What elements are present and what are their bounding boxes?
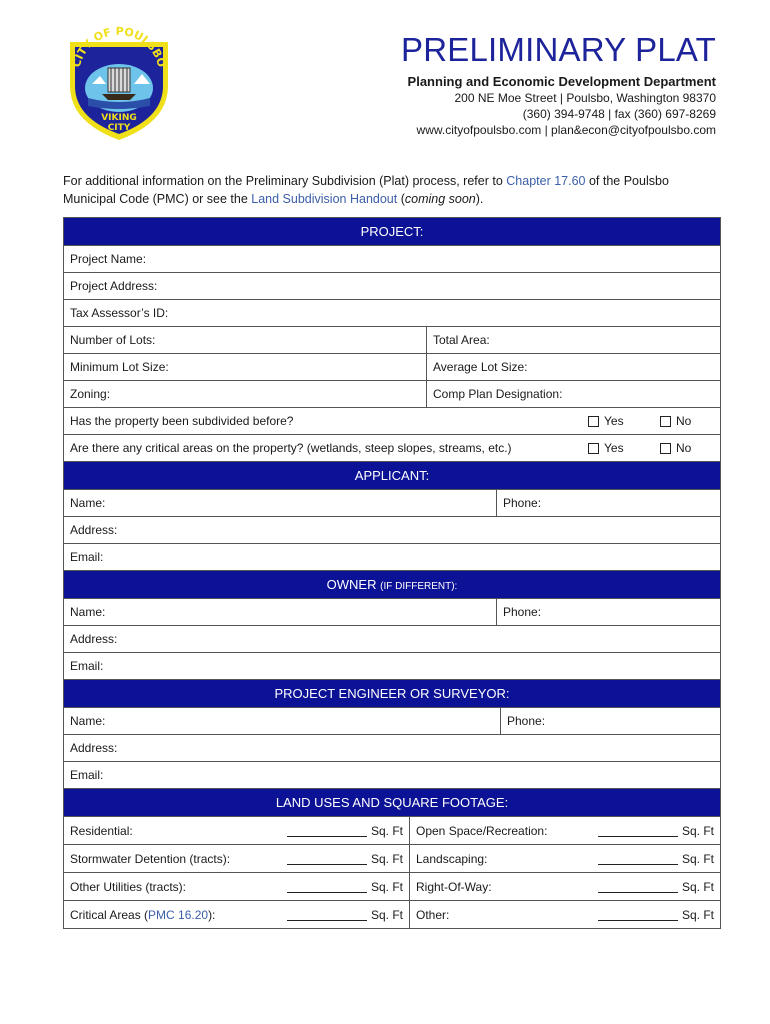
zoning-field[interactable]: Zoning: <box>70 387 111 401</box>
department-address: 200 NE Moe Street | Poulsbo, Washington 98370 <box>454 91 716 105</box>
owner-name-field[interactable]: Name: <box>70 605 106 619</box>
critical-areas-question: Are there any critical areas on the property? (wetlands, steep slopes, streams, etc.) <box>70 441 512 455</box>
pmc-16-20-link[interactable]: PMC 16.20 <box>148 907 209 922</box>
section-header-owner: OWNER (IF DIFFERENT): <box>64 570 720 598</box>
engineer-phone-field[interactable]: Phone: <box>500 708 720 734</box>
svg-text:CITY OF POULSBO: CITY OF POULSBO <box>69 26 169 69</box>
open-space-sqft-field[interactable] <box>598 825 678 837</box>
subdivided-before-question: Has the property been subdivided before? <box>70 414 294 428</box>
engineer-address-field[interactable]: Address: <box>70 741 118 755</box>
section-header-land-uses: LAND USES AND SQUARE FOOTAGE: <box>64 788 720 816</box>
tax-assessor-id-field[interactable]: Tax Assessor’s ID: <box>70 306 169 320</box>
svg-text:VIKING: VIKING <box>101 113 137 123</box>
other-sqft-field[interactable] <box>598 909 678 921</box>
checkbox-icon[interactable] <box>660 443 671 454</box>
other-utilities-sqft-field[interactable] <box>287 881 367 893</box>
number-of-lots-field[interactable]: Number of Lots: <box>70 333 156 347</box>
department-name: Planning and Economic Development Department <box>407 74 716 89</box>
intro-paragraph: For additional information on the Preliminary Subdivision (Plat) process, refer to Chapter 17.60 of the Poulsbo Municipal Code (PMC) or see the Land Subdivision Handout (coming soon). <box>63 174 669 206</box>
checkbox-icon[interactable] <box>660 416 671 427</box>
total-area-field[interactable]: Total Area: <box>426 327 720 353</box>
right-of-way-sqft-field[interactable] <box>598 881 678 893</box>
landscaping-label: Landscaping: <box>416 851 488 866</box>
chapter-17-60-link[interactable]: Chapter 17.60 <box>506 174 586 188</box>
department-web: www.cityofpoulsbo.com | plan&econ@cityofpoulsbo.com <box>416 123 716 137</box>
applicant-phone-field[interactable]: Phone: <box>496 490 720 516</box>
section-header-applicant: APPLICANT: <box>64 461 720 489</box>
stormwater-label: Stormwater Detention (tracts): <box>70 851 231 866</box>
residential-sqft-field[interactable] <box>287 825 367 837</box>
svg-text:CITY: CITY <box>107 123 131 133</box>
land-subdivision-handout-link[interactable]: Land Subdivision Handout <box>251 192 398 206</box>
checkbox-icon[interactable] <box>588 443 599 454</box>
critical-areas-yes-option[interactable]: Yes <box>588 435 660 461</box>
landscaping-sqft-field[interactable] <box>598 853 678 865</box>
open-space-label: Open Space/Recreation: <box>416 823 548 838</box>
header-block <box>401 30 716 138</box>
stormwater-sqft-field[interactable] <box>287 853 367 865</box>
owner-email-field[interactable]: Email: <box>70 659 104 673</box>
applicant-email-field[interactable]: Email: <box>70 550 104 564</box>
department-phone: (360) 394-9748 | fax (360) 697-8269 <box>522 107 716 121</box>
right-of-way-label: Right-Of-Way: <box>416 879 492 894</box>
project-address-field[interactable]: Project Address: <box>70 279 158 293</box>
applicant-address-field[interactable]: Address: <box>70 523 118 537</box>
owner-address-field[interactable]: Address: <box>70 632 118 646</box>
critical-areas-sqft-field[interactable] <box>287 909 367 921</box>
other-label: Other: <box>416 907 450 922</box>
critical-areas-label: Critical Areas (PMC 16.20): <box>70 907 216 922</box>
subdivided-no-option[interactable]: No <box>660 408 720 434</box>
section-header-project: PROJECT: <box>64 217 720 245</box>
residential-label: Residential: <box>70 823 133 838</box>
other-utilities-label: Other Utilities (tracts): <box>70 879 187 894</box>
city-of-poulsbo-logo <box>62 26 176 144</box>
average-lot-size-field[interactable]: Average Lot Size: <box>426 354 720 380</box>
critical-areas-no-option[interactable]: No <box>660 435 720 461</box>
checkbox-icon[interactable] <box>588 416 599 427</box>
project-name-field[interactable]: Project Name: <box>70 252 147 266</box>
minimum-lot-size-field[interactable]: Minimum Lot Size: <box>70 360 169 374</box>
section-header-engineer: PROJECT ENGINEER OR SURVEYOR: <box>64 679 720 707</box>
applicant-name-field[interactable]: Name: <box>70 496 106 510</box>
owner-phone-field[interactable]: Phone: <box>496 599 720 625</box>
subdivided-yes-option[interactable]: Yes <box>588 408 660 434</box>
engineer-email-field[interactable]: Email: <box>70 768 104 782</box>
engineer-name-field[interactable]: Name: <box>70 714 106 728</box>
preliminary-plat-form: PROJECT: Project Name: Project Address: Tax Assessor’s ID: Number of Lots: Total Area: Minimum Lot Size: Average Lot Size: Zoning: Comp Plan Designation: Has the property been subdivided before? Yes No Are there any critical areas on the property? (wetlands, steep slopes, streams, etc.) Yes No APPLICANT: Name: Phone: Address: Email: OWNER (IF DIFFERENT): Name: Phone: Address: Email: PROJECT ENGINEER OR SURVEYOR: Name: Phone: Address: Email: LAND USES AND SQUARE FOOTAGE: Residential: Sq. Ft Open Space/Recreation: Sq. Ft Stormwater Detention (tracts): Sq. Ft Landscaping: Sq. Ft Other Utilities (tracts): Sq. Ft Right-Of-Way: Sq. Ft Critical Areas (PMC 16.20): Sq. Ft Other: Sq. Ft <box>63 217 721 929</box>
page-title: PRELIMINARY PLAT <box>401 31 716 68</box>
comp-plan-designation-field[interactable]: Comp Plan Designation: <box>426 381 720 407</box>
